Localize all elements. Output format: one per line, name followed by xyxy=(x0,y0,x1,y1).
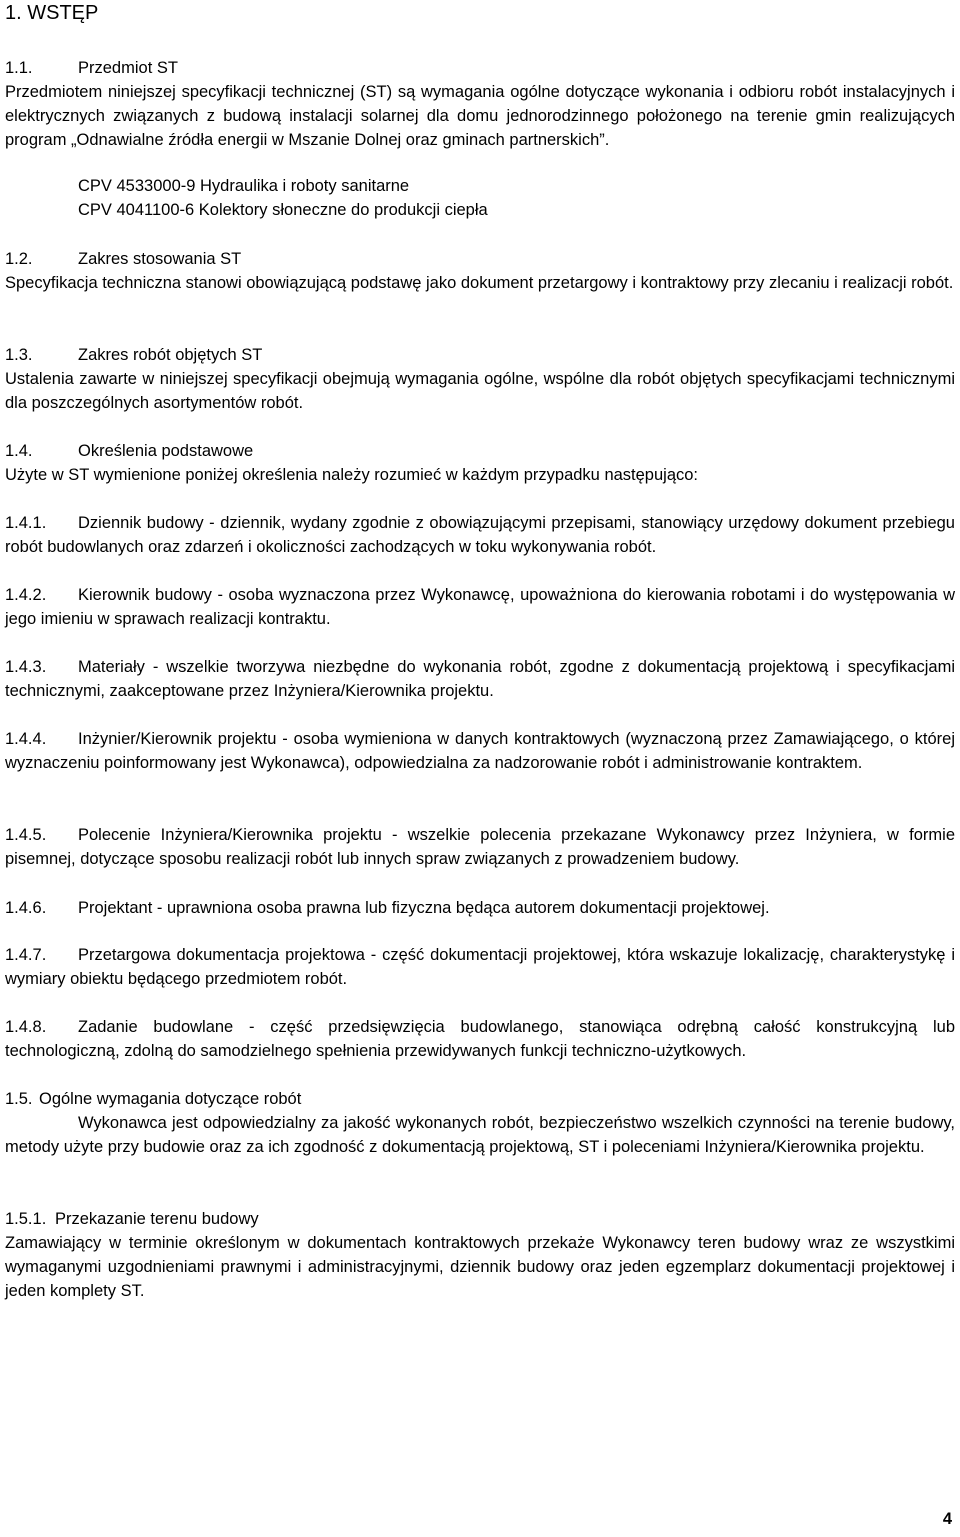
page-number: 4 xyxy=(942,1510,952,1528)
definition-text xyxy=(5,583,955,631)
chapter-title: 1. WSTĘP xyxy=(5,2,99,24)
section-text: Specyfikacja techniczna stanowi obowiązującą podstawę jako dokument przetargowy i kontraktowy przy zlecaniu i realizacji robót. xyxy=(5,274,954,292)
definition-text xyxy=(5,511,955,559)
definition-text xyxy=(5,1015,955,1063)
definition-1-4-6 xyxy=(5,896,955,920)
definition-body: Kierownik budowy - osoba wyznaczona przez Wykonawcę, upoważniona do kierowania robotami i do występowania w jego imieniu w sprawach realizacji kontraktu. xyxy=(5,586,955,628)
definition-body: Przetargowa dokumentacja projektowa - część dokumentacji projektowej, która wskazuje lokalizację, charakterystykę i wymiary obiektu będącego przedmiotem robót. xyxy=(5,946,955,988)
definition-number: 1.4.1. xyxy=(5,514,47,532)
section-heading xyxy=(5,343,955,367)
definition-number: 1.4.7. xyxy=(5,946,47,964)
definition-text xyxy=(5,823,955,871)
definition-1-4-2 xyxy=(5,583,955,631)
section-number: 1.1. xyxy=(5,59,33,77)
definition-number: 1.4.8. xyxy=(5,1018,47,1036)
section-number: 1.5. xyxy=(5,1090,33,1108)
definition-text xyxy=(5,727,955,775)
section-heading xyxy=(5,1207,955,1231)
cpv-code: CPV 4041100-6 Kolektory słoneczne do produkcji ciepła xyxy=(78,201,488,219)
definition-1-4-1 xyxy=(5,511,955,559)
definition-body: Dziennik budowy - dziennik, wydany zgodnie z obowiązującymi przepisami, stanowiący urzędowy dokument przebiegu robót budowlanych oraz zdarzeń i okoliczności zachodzących w toku wykonywania robót. xyxy=(5,514,955,556)
section-heading xyxy=(5,439,955,463)
definition-body: Materiały - wszelkie tworzywa niezbędne do wykonania robót, zgodne z dokumentacją projektową i specyfikacjami technicznymi, zaakceptowane przez Inżyniera/Kierownika projektu. xyxy=(5,658,955,700)
section-title: Ogólne wymagania dotyczące robót xyxy=(39,1090,302,1108)
definition-body: Zadanie budowlane - część przedsięwzięcia budowlanego, stanowiąca odrębną całość konstrukcyjną lub technologiczną, zdolną do samodzielnego spełnienia przewidywanych funkcji techniczno-użytkowych. xyxy=(5,1018,955,1060)
section-text: Przedmiotem niniejszej specyfikacji technicznej (ST) są wymagania ogólne dotyczące wykonania i odbioru robót instalacyjnych i elektrycznych związanych z budową instalacji solarnej dla domu jednorodzinnego położonego na terenie gmin realizujących program „Odnawialne źródła energii w Mszanie Dolnej oraz gminach partnerskich”. xyxy=(5,83,955,149)
section-1-5-1 xyxy=(5,1207,955,1303)
section-text: Ustalenia zawarte w niniejszej specyfikacji obejmują wymagania ogólne, wspólne dla robót objętych specyfikacjami technicznymi dla poszczególnych asortymentów robót. xyxy=(5,370,955,412)
section-number: 1.4. xyxy=(5,442,33,460)
section-heading xyxy=(5,1087,955,1111)
section-text: Zamawiający w terminie określonym w dokumentach kontraktowych przekaże Wykonawcy teren budowy wraz ze wszystkimi wymaganymi uzgodnieniami prawnymi i administracyjnymi, dziennik budowy oraz jeden egzemplarz dokumentacji projektowej i jeden komplety ST. xyxy=(5,1234,955,1300)
definition-text xyxy=(5,655,955,703)
section-title: Określenia podstawowe xyxy=(78,442,254,460)
section-1-3 xyxy=(5,343,955,415)
definition-1-4-8 xyxy=(5,1015,955,1063)
section-1-2 xyxy=(5,247,955,295)
section-heading xyxy=(5,56,955,80)
definition-1-4-4 xyxy=(5,727,955,775)
definition-number: 1.4.5. xyxy=(5,826,47,844)
definition-1-4-3 xyxy=(5,655,955,703)
definition-number: 1.4.6. xyxy=(5,899,47,917)
definition-text xyxy=(5,896,955,920)
section-title: Przedmiot ST xyxy=(78,59,178,77)
section-title: Zakres robót objętych ST xyxy=(78,346,263,364)
section-text: Wykonawca jest odpowiedzialny za jakość wykonanych robót, bezpieczeństwo wszelkich czynności na terenie budowy, metody użyte przy budowie oraz za ich zgodność z dokumentacją projektową, ST i poleceniami Inżyniera/Kierownika projektu. xyxy=(5,1114,955,1156)
section-title: Zakres stosowania ST xyxy=(78,250,242,268)
definition-number: 1.4.3. xyxy=(5,658,47,676)
definition-number: 1.4.4. xyxy=(5,730,47,748)
definition-number: 1.4.2. xyxy=(5,586,47,604)
section-number: 1.5.1. xyxy=(5,1210,47,1228)
section-number: 1.2. xyxy=(5,250,33,268)
definition-1-4-5 xyxy=(5,823,955,871)
definition-text xyxy=(5,943,955,991)
definition-body: Inżynier/Kierownik projektu - osoba wymieniona w danych kontraktowych (wyznaczoną przez Zamawiającego, o której wyznaczeniu poinformowany jest Wykonawca), odpowiedzialna za nadzorowanie robót i administrowanie kontraktem. xyxy=(5,730,955,772)
section-heading xyxy=(5,247,955,271)
section-1-1 xyxy=(5,56,955,222)
section-1-5 xyxy=(5,1087,955,1159)
definition-1-4-7 xyxy=(5,943,955,991)
cpv-code: CPV 4533000-9 Hydraulika i roboty sanitarne xyxy=(78,177,410,195)
section-title: Przekazanie terenu budowy xyxy=(55,1210,259,1228)
section-1-4 xyxy=(5,439,955,487)
definition-body: Polecenie Inżyniera/Kierownika projektu - wszelkie polecenia przekazane Wykonawcy przez Inżyniera, w formie pisemnej, dotyczące sposobu realizacji robót lub innych spraw związanych z prowadzeniem budowy. xyxy=(5,826,955,868)
section-text: Użyte w ST wymienione poniżej określenia należy rozumieć w każdym przypadku następująco: xyxy=(5,466,699,484)
definition-body: Projektant - uprawniona osoba prawna lub fizyczna będąca autorem dokumentacji projektowej. xyxy=(78,899,770,917)
section-number: 1.3. xyxy=(5,346,33,364)
